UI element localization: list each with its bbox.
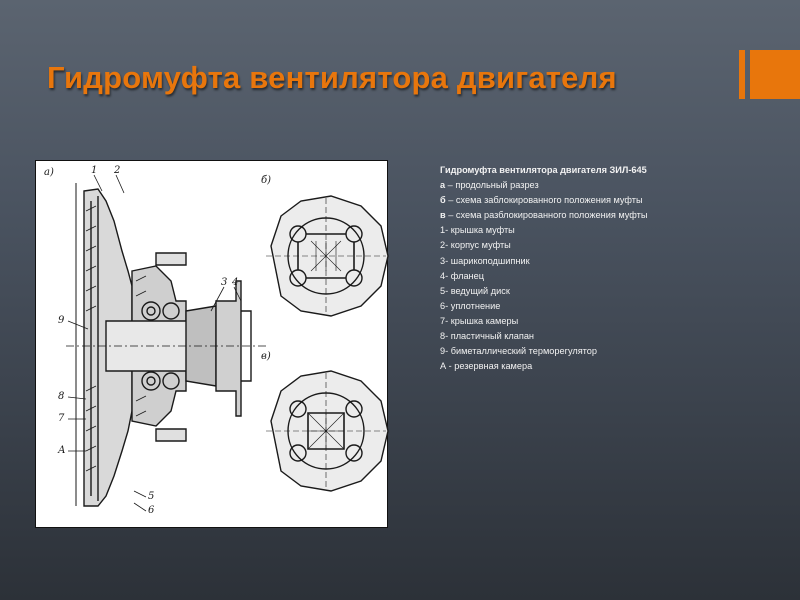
legend-item: 5- ведущий диск xyxy=(440,285,510,296)
label-view-b: б) xyxy=(261,175,272,186)
label-1: 1 xyxy=(91,165,98,176)
legend-item: 6- уплотнение xyxy=(440,300,501,311)
label-4: 4 xyxy=(232,277,239,288)
label-view-c: в) xyxy=(261,351,271,362)
caption-heading: Гидромуфта вентилятора двигателя ЗИЛ-645 xyxy=(440,165,647,175)
drawing-svg xyxy=(36,161,389,529)
accent-bar xyxy=(739,50,745,99)
label-a: А xyxy=(58,445,66,456)
slide-title: Гидромуфта вентилятора двигателя xyxy=(47,60,617,95)
label-7: 7 xyxy=(58,413,65,424)
legend-item: 9- биметаллический терморегулятор xyxy=(440,346,598,357)
legend-item: А - резервная камера xyxy=(440,361,533,372)
caption-view-b: б – схема заблокированного положения муфты xyxy=(440,195,643,206)
label-2: 2 xyxy=(114,165,121,176)
label-8: 8 xyxy=(58,391,65,402)
legend-item: 3- шарикоподшипник xyxy=(440,255,530,266)
figure-caption xyxy=(440,163,780,374)
legend-item: 8- пластичный клапан xyxy=(440,331,535,342)
caption-view-c: в – схема разблокированного положения муфты xyxy=(440,210,648,221)
label-6: 6 xyxy=(148,505,155,516)
accent-block xyxy=(750,50,800,99)
label-3: 3 xyxy=(221,277,228,288)
legend-item: 4- фланец xyxy=(440,270,484,281)
legend-item: 1- крышка муфты xyxy=(440,225,515,236)
caption-view-a: а – продольный разрез xyxy=(440,180,539,191)
label-9: 9 xyxy=(58,315,65,326)
label-5: 5 xyxy=(148,491,155,502)
legend-item: 7- крышка камеры xyxy=(440,315,519,326)
fan-clutch-drawing xyxy=(35,160,388,528)
label-view-a: а) xyxy=(44,167,54,178)
legend-item: 2- корпус муфты xyxy=(440,240,511,251)
